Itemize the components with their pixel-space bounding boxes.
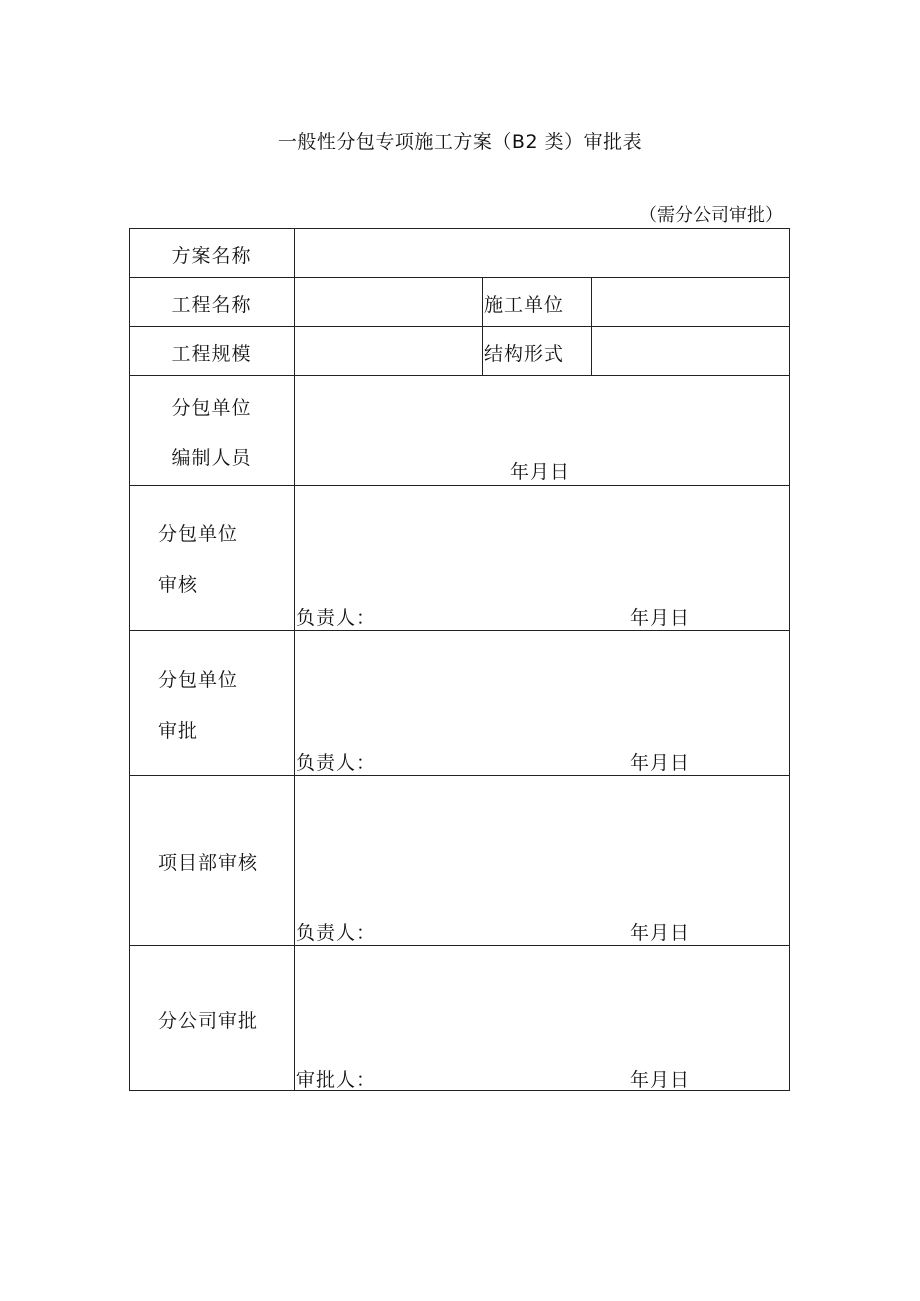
value-cell-project-scale[interactable] <box>294 326 482 375</box>
preparer-label-line2: 编制人员 <box>171 447 252 469</box>
value-cell-plan-name[interactable] <box>294 228 790 277</box>
sub-review-label-line2: 审核 <box>158 574 199 596</box>
sub-review-date: 年月日 <box>630 607 691 629</box>
approval-note: （需分公司审批） <box>639 205 783 226</box>
value-cell-structure-type[interactable] <box>591 326 790 375</box>
value-cell-project-name[interactable] <box>294 277 482 326</box>
sub-review-signer: 负责人： <box>296 607 377 629</box>
sub-approve-date: 年月日 <box>630 752 691 774</box>
project-scale-label: 工程规模 <box>171 343 252 365</box>
plan-name-label: 方案名称 <box>171 245 252 267</box>
branch-approve-signer: 审批人： <box>296 1069 377 1091</box>
project-review-signer: 负责人： <box>296 922 377 944</box>
preparer-date: 年月日 <box>510 461 571 483</box>
branch-approve-label: 分公司审批 <box>158 1010 259 1032</box>
construction-unit-label: 施工单位 <box>484 294 565 316</box>
sub-approve-signer: 负责人： <box>296 752 377 774</box>
project-name-label: 工程名称 <box>171 294 252 316</box>
branch-approve-date: 年月日 <box>630 1069 691 1091</box>
preparer-label-line1: 分包单位 <box>171 397 252 419</box>
project-review-date: 年月日 <box>630 922 691 944</box>
label-cell-sub-review <box>129 485 294 630</box>
project-review-label: 项目部审核 <box>158 852 259 874</box>
sub-approve-label-line1: 分包单位 <box>158 669 239 691</box>
form-title: 一般性分包专项施工方案（B2 类）审批表 <box>277 131 643 153</box>
structure-type-label: 结构形式 <box>484 343 565 365</box>
sub-review-label-line1: 分包单位 <box>158 523 239 545</box>
label-cell-sub-approve <box>129 630 294 775</box>
value-cell-construction-unit[interactable] <box>591 277 790 326</box>
sub-approve-label-line2: 审批 <box>158 720 199 742</box>
